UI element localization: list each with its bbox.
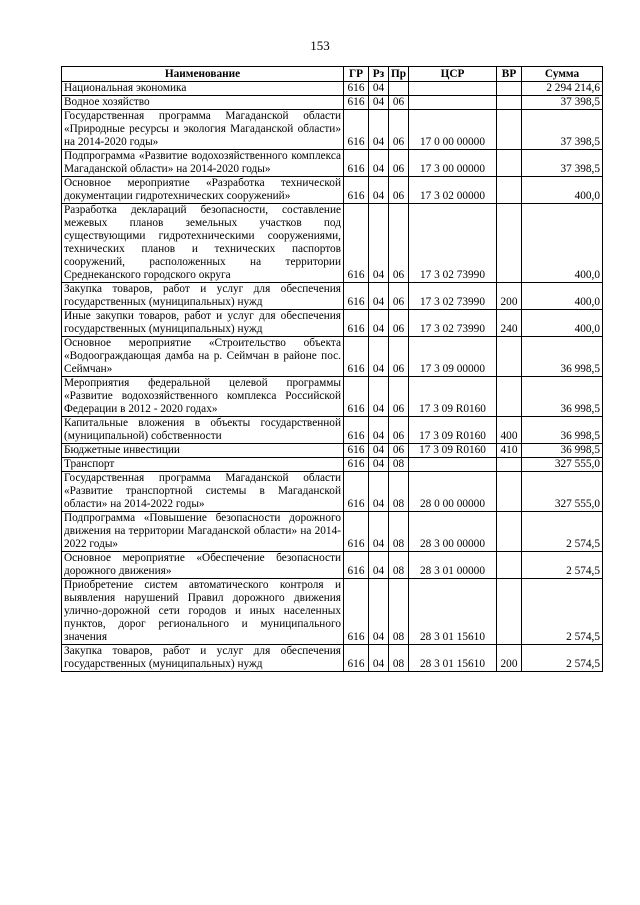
- table-row: [62, 82, 603, 96]
- cell-rz: 04: [369, 310, 389, 337]
- cell-gr: 616: [344, 512, 369, 552]
- cell-rz: 04: [369, 204, 389, 283]
- cell-vr: 240: [497, 310, 522, 337]
- cell-sum: 400,0: [522, 177, 603, 204]
- cell-name: Иные закупки товаров, работ и услуг для обеспечения государственных (муниципальных) нужд: [62, 310, 344, 337]
- cell-pr: [389, 82, 409, 96]
- cell-csr: 28 3 01 15610: [409, 579, 497, 645]
- cell-sum: 400,0: [522, 310, 603, 337]
- cell-gr: 616: [344, 417, 369, 444]
- header-pr: Пр: [389, 67, 409, 82]
- cell-csr: [409, 458, 497, 472]
- cell-pr: 06: [389, 283, 409, 310]
- header-gr: ГР: [344, 67, 369, 82]
- table-row: [62, 204, 603, 283]
- table-row: [62, 417, 603, 444]
- cell-pr: 06: [389, 417, 409, 444]
- header-csr: ЦСР: [409, 67, 497, 82]
- header-vr: ВР: [497, 67, 522, 82]
- cell-name: Бюджетные инвестиции: [62, 444, 344, 458]
- cell-sum: 36 998,5: [522, 377, 603, 417]
- table-row: [62, 579, 603, 645]
- cell-sum: 327 555,0: [522, 472, 603, 512]
- page-number: 153: [310, 38, 330, 53]
- cell-sum: 2 574,5: [522, 512, 603, 552]
- cell-sum: 327 555,0: [522, 458, 603, 472]
- cell-vr: 400: [497, 417, 522, 444]
- cell-rz: 04: [369, 337, 389, 377]
- cell-csr: 17 3 09 00000: [409, 337, 497, 377]
- table-row: [62, 310, 603, 337]
- table-row: [62, 110, 603, 150]
- cell-pr: 08: [389, 512, 409, 552]
- cell-gr: 616: [344, 337, 369, 377]
- cell-name: Государственная программа Магаданской области «Развитие транспортной системы в Магаданской области» на 2014-2022 годы»: [62, 472, 344, 512]
- table-row: [62, 472, 603, 512]
- table-row: [62, 337, 603, 377]
- cell-sum: 37 398,5: [522, 150, 603, 177]
- cell-sum: 400,0: [522, 283, 603, 310]
- cell-pr: 08: [389, 645, 409, 672]
- cell-vr: [497, 552, 522, 579]
- cell-csr: 17 3 02 00000: [409, 177, 497, 204]
- cell-vr: [497, 579, 522, 645]
- cell-gr: 616: [344, 458, 369, 472]
- table-row: [62, 177, 603, 204]
- cell-rz: 04: [369, 579, 389, 645]
- cell-gr: 616: [344, 579, 369, 645]
- cell-sum: 36 998,5: [522, 444, 603, 458]
- cell-sum: 400,0: [522, 204, 603, 283]
- cell-name: Водное хозяйство: [62, 96, 344, 110]
- cell-pr: 06: [389, 204, 409, 283]
- cell-csr: 17 3 00 00000: [409, 150, 497, 177]
- cell-name: Закупка товаров, работ и услуг для обеспечения государственных (муниципальных) нужд: [62, 645, 344, 672]
- cell-name: Подпрограмма «Повышение безопасности дорожного движения на территории Магаданской области» на 2014-2022 годы»: [62, 512, 344, 552]
- cell-gr: 616: [344, 310, 369, 337]
- cell-pr: 06: [389, 110, 409, 150]
- cell-gr: 616: [344, 82, 369, 96]
- cell-vr: [497, 377, 522, 417]
- cell-vr: 200: [497, 283, 522, 310]
- cell-csr: [409, 96, 497, 110]
- cell-sum: 36 998,5: [522, 337, 603, 377]
- cell-rz: 04: [369, 472, 389, 512]
- cell-vr: [497, 110, 522, 150]
- cell-csr: 28 0 00 00000: [409, 472, 497, 512]
- header-row: [62, 67, 603, 82]
- cell-csr: 17 3 02 73990: [409, 204, 497, 283]
- cell-sum: 36 998,5: [522, 417, 603, 444]
- cell-rz: 04: [369, 458, 389, 472]
- cell-rz: 04: [369, 177, 389, 204]
- table-row: [62, 512, 603, 552]
- cell-vr: [497, 82, 522, 96]
- cell-pr: 06: [389, 377, 409, 417]
- cell-name: Транспорт: [62, 458, 344, 472]
- cell-pr: 06: [389, 96, 409, 110]
- cell-vr: [497, 458, 522, 472]
- cell-name: Приобретение систем автоматического контроля и выявления нарушений Правил дорожного движения улично-дорожной сети городов и иных населенных пунктов, дорог регионального и муниципального значения: [62, 579, 344, 645]
- cell-rz: 04: [369, 150, 389, 177]
- cell-gr: 616: [344, 552, 369, 579]
- table-row: [62, 377, 603, 417]
- cell-gr: 616: [344, 150, 369, 177]
- cell-sum: 37 398,5: [522, 96, 603, 110]
- cell-name: Подпрограмма «Развитие водохозяйственного комплекса Магаданской области» на 2014-2020 годы»: [62, 150, 344, 177]
- cell-vr: [497, 512, 522, 552]
- table-row: [62, 645, 603, 672]
- cell-csr: 17 3 02 73990: [409, 283, 497, 310]
- cell-rz: 04: [369, 96, 389, 110]
- cell-name: Основное мероприятие «Обеспечение безопасности дорожного движения»: [62, 552, 344, 579]
- cell-pr: 06: [389, 150, 409, 177]
- cell-name: Государственная программа Магаданской области «Природные ресурсы и экология Магаданской области» на 2014-2020 годы»: [62, 110, 344, 150]
- cell-gr: 616: [344, 96, 369, 110]
- cell-pr: 08: [389, 579, 409, 645]
- table-row: [62, 444, 603, 458]
- cell-rz: 04: [369, 283, 389, 310]
- cell-gr: 616: [344, 204, 369, 283]
- cell-sum: 2 294 214,6: [522, 82, 603, 96]
- budget-table: [61, 66, 603, 672]
- cell-name: Основное мероприятие «Разработка технической документации гидротехнических сооружений»: [62, 177, 344, 204]
- cell-rz: 04: [369, 417, 389, 444]
- cell-gr: 616: [344, 472, 369, 512]
- cell-vr: [497, 150, 522, 177]
- cell-pr: 06: [389, 337, 409, 377]
- cell-vr: [497, 96, 522, 110]
- cell-pr: 06: [389, 444, 409, 458]
- cell-csr: 28 3 01 00000: [409, 552, 497, 579]
- header-rz: Рз: [369, 67, 389, 82]
- cell-rz: 04: [369, 444, 389, 458]
- cell-csr: 17 3 02 73990: [409, 310, 497, 337]
- table-row: [62, 458, 603, 472]
- cell-name: Капитальные вложения в объекты государственной (муниципальной) собственности: [62, 417, 344, 444]
- cell-vr: [497, 204, 522, 283]
- cell-pr: 06: [389, 310, 409, 337]
- cell-csr: 17 3 09 R0160: [409, 417, 497, 444]
- cell-sum: 2 574,5: [522, 645, 603, 672]
- table-row: [62, 150, 603, 177]
- cell-vr: [497, 337, 522, 377]
- cell-rz: 04: [369, 110, 389, 150]
- header-sum: Сумма: [522, 67, 603, 82]
- cell-name: Мероприятия федеральной целевой программы «Развитие водохозяйственного комплекса Российской Федерации в 2012 - 2020 годах»: [62, 377, 344, 417]
- table-row: [62, 96, 603, 110]
- table-row: [62, 283, 603, 310]
- cell-sum: 37 398,5: [522, 110, 603, 150]
- cell-gr: 616: [344, 444, 369, 458]
- cell-csr: 28 3 01 15610: [409, 645, 497, 672]
- cell-gr: 616: [344, 177, 369, 204]
- cell-gr: 616: [344, 377, 369, 417]
- cell-gr: 616: [344, 645, 369, 672]
- header-name: Наименование: [62, 67, 344, 82]
- cell-sum: 2 574,5: [522, 579, 603, 645]
- cell-csr: 17 3 09 R0160: [409, 444, 497, 458]
- cell-name: Основное мероприятие «Строительство объекта «Водоограждающая дамба на р. Сеймчан в районе пос. Сеймчан»: [62, 337, 344, 377]
- cell-sum: 2 574,5: [522, 552, 603, 579]
- cell-csr: 28 3 00 00000: [409, 512, 497, 552]
- cell-rz: 04: [369, 645, 389, 672]
- cell-pr: 06: [389, 177, 409, 204]
- cell-pr: 08: [389, 552, 409, 579]
- cell-gr: 616: [344, 283, 369, 310]
- cell-gr: 616: [344, 110, 369, 150]
- cell-pr: 08: [389, 472, 409, 512]
- cell-name: Закупка товаров, работ и услуг для обеспечения государственных (муниципальных) нужд: [62, 283, 344, 310]
- cell-pr: 08: [389, 458, 409, 472]
- cell-csr: 17 0 00 00000: [409, 110, 497, 150]
- cell-csr: 17 3 09 R0160: [409, 377, 497, 417]
- cell-csr: [409, 82, 497, 96]
- cell-rz: 04: [369, 82, 389, 96]
- cell-vr: [497, 472, 522, 512]
- cell-vr: [497, 177, 522, 204]
- table-row: [62, 552, 603, 579]
- cell-rz: 04: [369, 512, 389, 552]
- cell-name: Разработка деклараций безопасности, составление межевых планов земельных участков под существующими гидротехническими сооружениями, технических планов и технических паспортов сооружений, расположенных на территории Среднеканского городского округа: [62, 204, 344, 283]
- cell-rz: 04: [369, 377, 389, 417]
- cell-rz: 04: [369, 552, 389, 579]
- cell-vr: 410: [497, 444, 522, 458]
- cell-vr: 200: [497, 645, 522, 672]
- cell-name: Национальная экономика: [62, 82, 344, 96]
